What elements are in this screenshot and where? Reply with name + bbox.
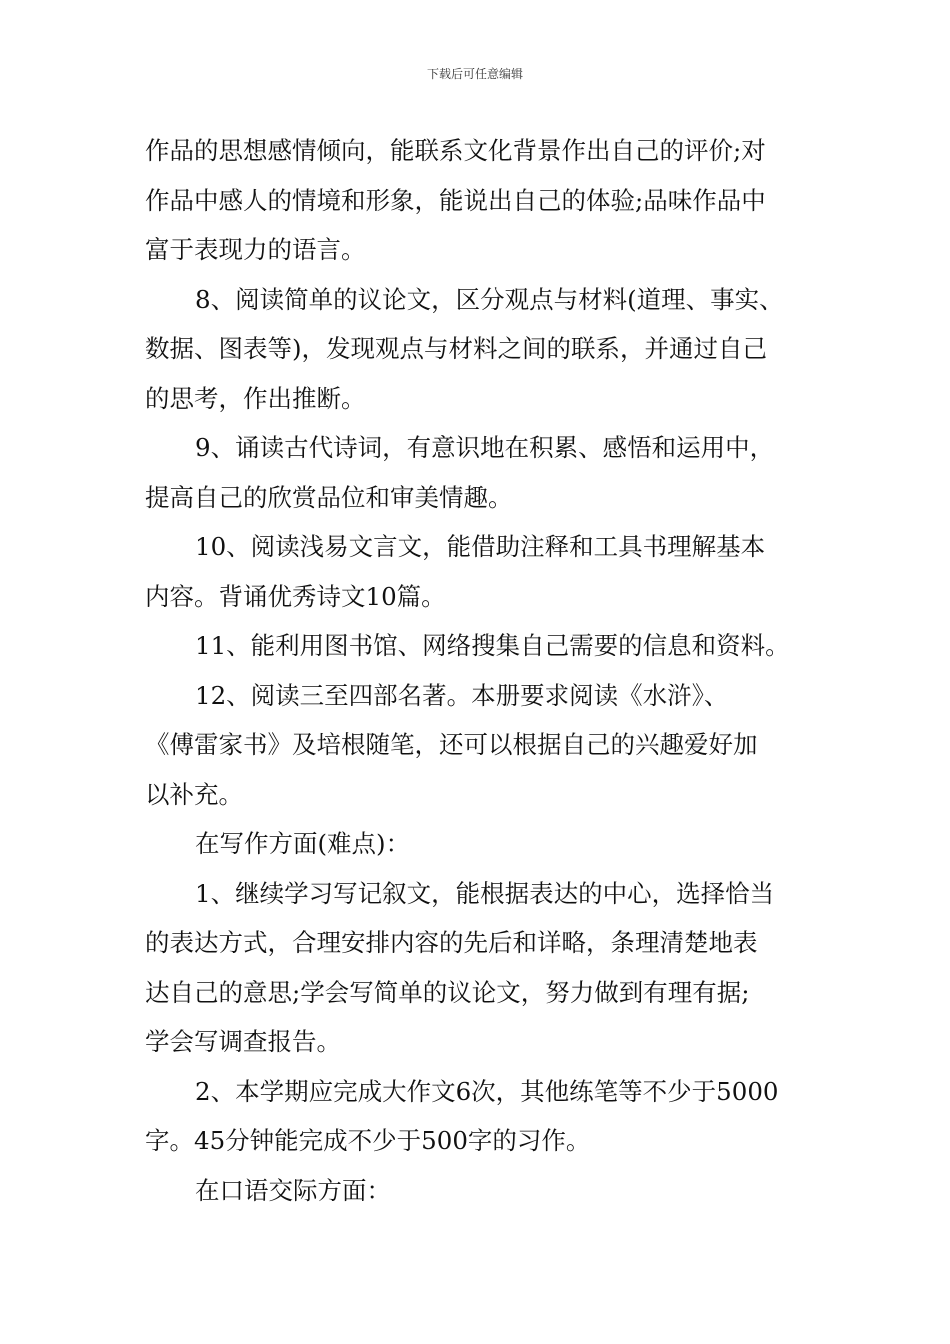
text-line: 作品的思想感情倾向，能联系文化背景作出自己的评价;对 [145, 136, 766, 165]
text-line: 提高自己的欣赏品位和审美情趣。 [145, 482, 513, 512]
text-line: 数据、图表等)，发现观点与材料之间的联系，并通过自己 [145, 334, 768, 363]
text-line: 《傅雷家书》及培根随笔，还可以根据自己的兴趣爱好加 [145, 730, 758, 759]
text-line: 内容。背诵优秀诗文10篇。 [145, 581, 446, 611]
text-line: 2、本学期应完成大作文6次，其他练笔等不少于5000 [195, 1076, 779, 1106]
text-line: 学会写调查报告。 [145, 1027, 341, 1056]
text-line: 在口语交际方面： [195, 1175, 391, 1205]
text-line: 字。45分钟能完成不少于500字的习作。 [145, 1126, 591, 1155]
header-note: 下载后可任意编辑 [426, 67, 523, 81]
document-body [145, 126, 825, 1215]
text-line: 以补充。 [145, 779, 243, 809]
text-line: 10、阅读浅易文言文，能借助注释和工具书理解基本 [195, 532, 766, 561]
text-line: 的思考，作出推断。 [145, 383, 366, 413]
text-line: 12、阅读三至四部名著。本册要求阅读《水浒》、 [195, 680, 729, 710]
text-line: 在写作方面(难点)： [195, 829, 411, 858]
text-line: 11、能利用图书馆、网络搜集自己需要的信息和资料。 [195, 631, 790, 660]
text-line: 9、诵读古代诗词，有意识地在积累、感悟和运用中， [195, 433, 775, 462]
text-line: 作品中感人的情境和形象，能说出自己的体验;品味作品中 [145, 185, 766, 215]
text-line: 达自己的意思;学会写简单的议论文，努力做到有理有据; [145, 977, 750, 1007]
text-line: 的表达方式，合理安排内容的先后和详略，条理清楚地表 [145, 928, 758, 957]
text-line: 8、阅读简单的议论文，区分观点与材料(道理、事实、 [195, 284, 784, 314]
text-line: 1、继续学习写记叙文，能根据表达的中心，选择恰当 [195, 878, 775, 908]
page-header [0, 66, 950, 82]
text-line: 富于表现力的语言。 [145, 235, 366, 264]
